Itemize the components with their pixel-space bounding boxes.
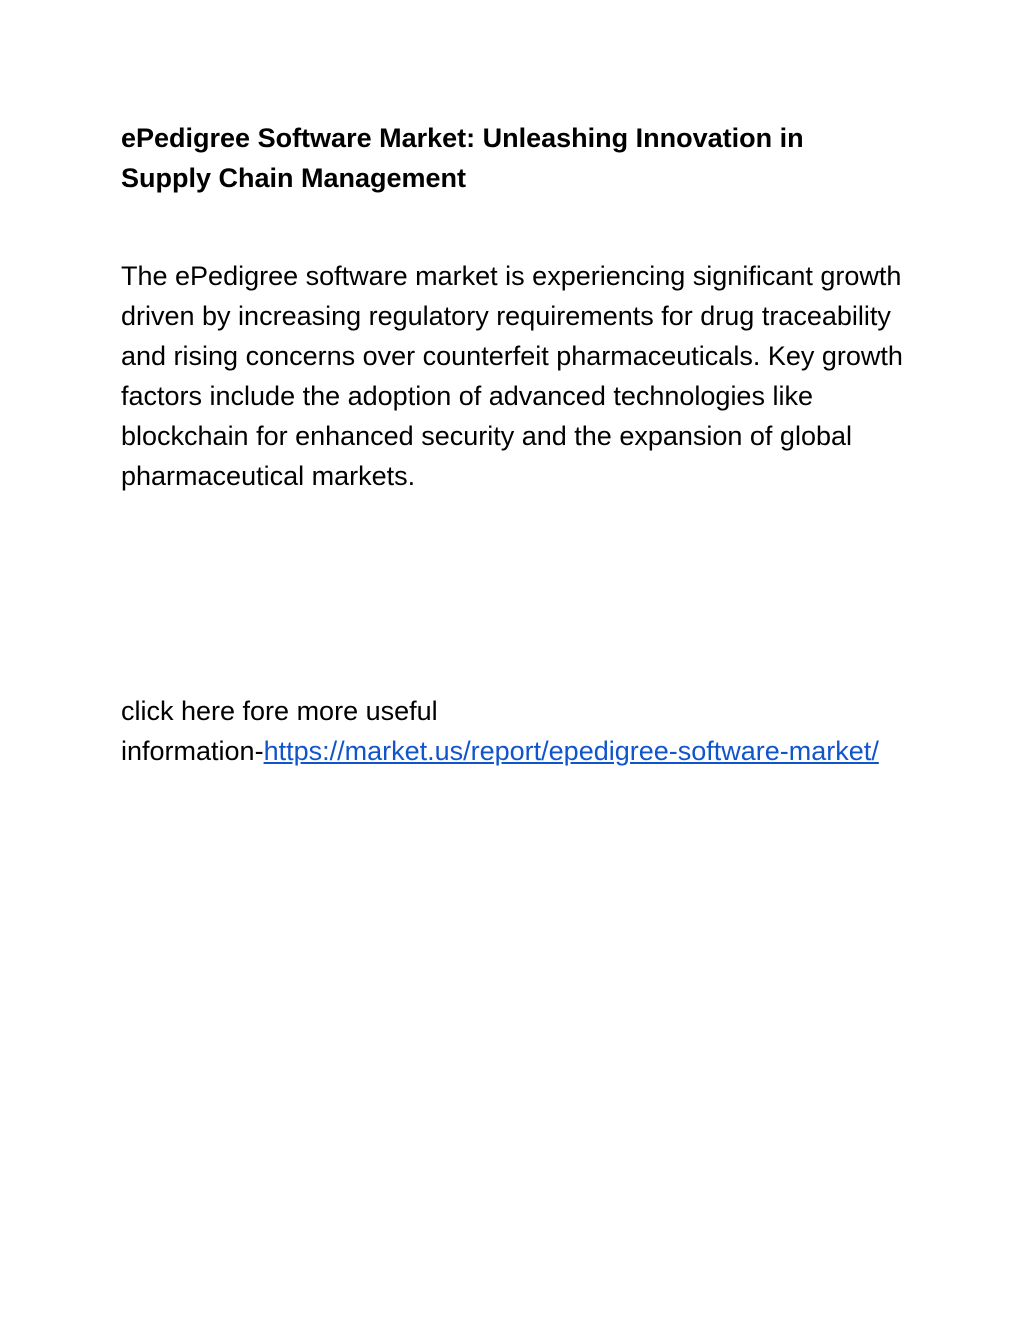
document-title: ePedigree Software Market: Unleashing Innovation in Supply Chain Management [121, 123, 804, 193]
body-paragraph: The ePedigree software market is experiencing significant growth driven by increasing regulatory requirements for drug traceability and rising concerns over counterfeit pharmaceuticals. Key growth factors include the adoption of advanced technologies like blockchain for enhanced security and the expansion of global pharmaceutical markets. [121, 261, 903, 491]
cta-text: click here fore more useful [121, 696, 438, 726]
report-link[interactable]: https://market.us/report/epedigree-software-market/ [263, 736, 879, 766]
more-info-paragraph [121, 691, 896, 771]
cta-prefix: information- [121, 736, 264, 766]
document-page [121, 118, 911, 771]
